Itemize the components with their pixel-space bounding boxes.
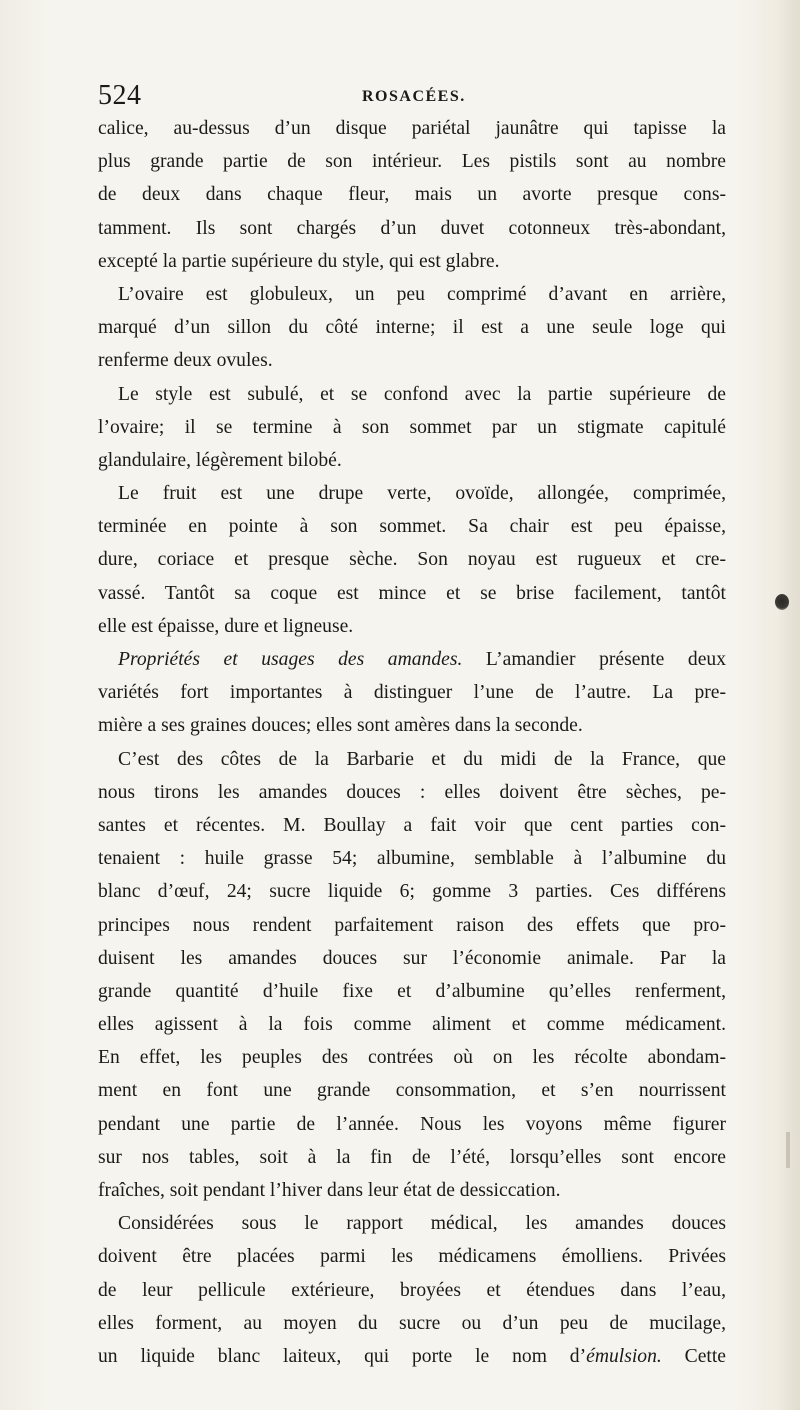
line-text: glandulaire, légèrement bilobé. — [98, 449, 342, 471]
text-line — [98, 610, 726, 643]
line-text: L’amandier présente deux — [462, 649, 726, 670]
line-text: grande quantité d’huile fixe et d’albumine qu’elles renferment, — [98, 980, 726, 1002]
line-text: vassé. Tantôt sa coque est mince et se brise facilement, tantôt — [98, 582, 726, 604]
line-text: variétés fort importantes à distinguer l’une de l’autre. La pre- — [98, 682, 726, 704]
line-text-tail: Cette — [661, 1345, 726, 1367]
text-line — [98, 1307, 726, 1340]
line-text: fraîches, soit pendant l’hiver dans leur état de dessiccation. — [98, 1180, 561, 1201]
text-line — [98, 1240, 726, 1273]
running-title: ROSACÉES. — [362, 88, 466, 105]
line-text: renferme deux ovules. — [98, 350, 273, 372]
text-line — [98, 909, 726, 942]
line-text: calice, au-dessus d’un disque pariétal jaunâtre qui tapisse la — [98, 118, 726, 139]
body-text — [98, 112, 726, 1373]
text-line — [98, 709, 726, 742]
line-text: tamment. Ils sont chargés d’un duvet cotonneux très-abondant, — [98, 217, 726, 239]
text-line — [98, 311, 726, 344]
text-line — [98, 942, 726, 975]
text-line — [98, 676, 726, 709]
text-line — [98, 543, 726, 576]
line-text: Considérées sous le rapport médical, les amandes douces — [118, 1213, 726, 1235]
paper-mark — [786, 1132, 790, 1168]
section-heading: Propriétés et usages des amandes. — [118, 649, 463, 670]
text-line — [98, 212, 726, 245]
text-line — [98, 842, 726, 875]
ink-stain — [775, 594, 789, 610]
line-text: blanc d’œuf, 24; sucre liquide 6; gomme 3 parties. Ces différens — [98, 881, 726, 903]
text-line — [98, 1207, 726, 1240]
text-line — [98, 344, 726, 377]
line-text: doivent être placées parmi les médicamens émolliens. Privées — [98, 1246, 726, 1268]
line-text: sur nos tables, soit à la fin de l’été, lorsqu’elles sont encore — [98, 1146, 726, 1168]
line-text: En effet, les peuples des contrées où on les récolte abondam- — [98, 1047, 726, 1069]
text-line — [98, 278, 726, 311]
line-text: mière a ses graines douces; elles sont amères dans la seconde. — [98, 715, 583, 737]
text-line — [98, 743, 726, 776]
line-text: nous tirons les amandes douces : elles doivent être sèches, pe- — [98, 781, 726, 803]
text-line — [98, 975, 726, 1008]
line-text: marqué d’un sillon du côté interne; il est a une seule loge qui — [98, 317, 726, 339]
line-text: pendant une partie de l’année. Nous les voyons même figurer — [98, 1113, 726, 1135]
text-line — [98, 1108, 726, 1141]
italic-term: émulsion. — [586, 1345, 662, 1367]
line-text: de deux dans chaque fleur, mais un avorte presque cons- — [98, 184, 726, 206]
text-line — [98, 245, 726, 278]
text-line — [98, 1074, 726, 1107]
text-line — [98, 178, 726, 211]
text-line — [98, 577, 726, 610]
text-line — [98, 643, 726, 676]
line-text: duisent les amandes douces sur l’économie animale. Par la — [98, 947, 726, 969]
text-line — [98, 1340, 726, 1373]
text-line — [98, 776, 726, 809]
text-line — [98, 875, 726, 908]
line-text: Le style est subulé, et se confond avec la partie supérieure de — [118, 383, 726, 405]
text-line — [98, 444, 726, 477]
line-text: excepté la partie supérieure du style, qui est glabre. — [98, 250, 500, 272]
text-line — [98, 1141, 726, 1174]
line-text: tenaient : huile grasse 54; albumine, semblable à l’albumine du — [98, 848, 726, 870]
text-line — [98, 378, 726, 411]
line-text: de leur pellicule extérieure, broyées et étendues dans l’eau, — [98, 1279, 726, 1301]
line-text: elles agissent à la fois comme aliment et comme médicament. — [98, 1014, 726, 1036]
line-text: terminée en pointe à son sommet. Sa chair est peu épaisse, — [98, 516, 726, 538]
text-line — [98, 411, 726, 444]
line-text: elles forment, au moyen du sucre ou d’un peu de mucilage, — [98, 1312, 726, 1334]
line-text: Le fruit est une drupe verte, ovoïde, allongée, comprimée, — [118, 483, 726, 505]
line-text: l’ovaire; il se termine à son sommet par un stigmate capitulé — [98, 416, 726, 438]
text-line — [98, 112, 726, 145]
text-line — [98, 145, 726, 178]
line-text: dure, coriace et presque sèche. Son noyau est rugueux et cre- — [98, 549, 726, 571]
text-line — [98, 510, 726, 543]
page-number: 524 — [98, 80, 142, 111]
line-text: elle est épaisse, dure et ligneuse. — [98, 615, 354, 637]
line-text: L’ovaire est globuleux, un peu comprimé d’avant en arrière, — [118, 283, 726, 305]
text-line — [98, 1041, 726, 1074]
page-edge-shadow — [778, 0, 800, 1410]
line-text: principes nous rendent parfaitement raison des effets que pro- — [98, 914, 726, 936]
text-line — [98, 1008, 726, 1041]
line-text: C’est des côtes de la Barbarie et du midi de la France, que — [118, 748, 726, 770]
text-line — [98, 1174, 726, 1207]
line-text: un liquide blanc laiteux, qui porte le nom d’ — [98, 1345, 587, 1367]
line-text: santes et récentes. M. Boullay a fait voir que cent parties con- — [98, 814, 726, 836]
line-text: plus grande partie de son intérieur. Les pistils sont au nombre — [98, 151, 726, 173]
text-line — [98, 1274, 726, 1307]
text-line — [98, 809, 726, 842]
line-text: ment en font une grande consommation, et s’en nourrissent — [98, 1080, 726, 1102]
text-line — [98, 477, 726, 510]
